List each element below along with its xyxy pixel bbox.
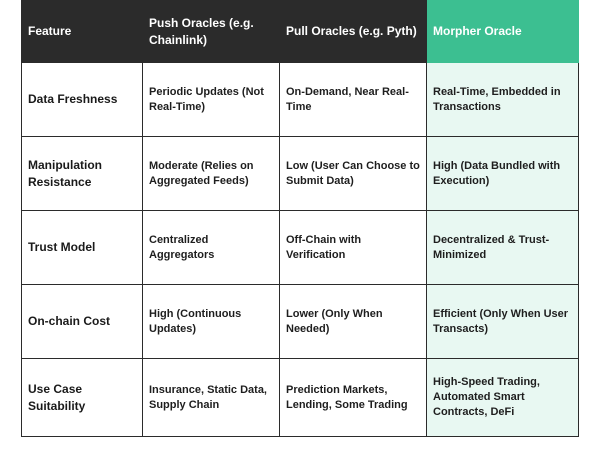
header-push-oracles: Push Oracles (e.g. Chainlink): [143, 1, 280, 63]
feature-label: Use Case Suitability: [22, 359, 143, 437]
push-cell: Insurance, Static Data, Supply Chain: [143, 359, 280, 437]
pull-cell: On-Demand, Near Real-Time: [280, 63, 427, 137]
header-feature: Feature: [22, 1, 143, 63]
oracle-comparison-table: [21, 0, 579, 437]
pull-cell: Lower (Only When Needed): [280, 285, 427, 359]
push-cell: High (Continuous Updates): [143, 285, 280, 359]
morpher-cell: Real-Time, Embedded in Transactions: [427, 63, 579, 137]
morpher-cell: Decentralized & Trust-Minimized: [427, 211, 579, 285]
table-row: [22, 137, 579, 211]
push-cell: Periodic Updates (Not Real-Time): [143, 63, 280, 137]
pull-cell: Prediction Markets, Lending, Some Trading: [280, 359, 427, 437]
comparison-table-container: [21, 0, 578, 448]
table-row: [22, 211, 579, 285]
feature-label: Manipulation Resistance: [22, 137, 143, 211]
feature-label: Data Freshness: [22, 63, 143, 137]
table-row: [22, 63, 579, 137]
pull-cell: Off-Chain with Verification: [280, 211, 427, 285]
table-row: [22, 285, 579, 359]
pull-cell: Low (User Can Choose to Submit Data): [280, 137, 427, 211]
table-row: [22, 359, 579, 437]
push-cell: Moderate (Relies on Aggregated Feeds): [143, 137, 280, 211]
morpher-cell: High (Data Bundled with Execution): [427, 137, 579, 211]
header-morpher-oracle: Morpher Oracle: [427, 1, 579, 63]
header-pull-oracles: Pull Oracles (e.g. Pyth): [280, 1, 427, 63]
table-header-row: [22, 1, 579, 63]
morpher-cell: High-Speed Trading, Automated Smart Contracts, DeFi: [427, 359, 579, 437]
morpher-cell: Efficient (Only When User Transacts): [427, 285, 579, 359]
feature-label: Trust Model: [22, 211, 143, 285]
push-cell: Centralized Aggregators: [143, 211, 280, 285]
feature-label: On-chain Cost: [22, 285, 143, 359]
